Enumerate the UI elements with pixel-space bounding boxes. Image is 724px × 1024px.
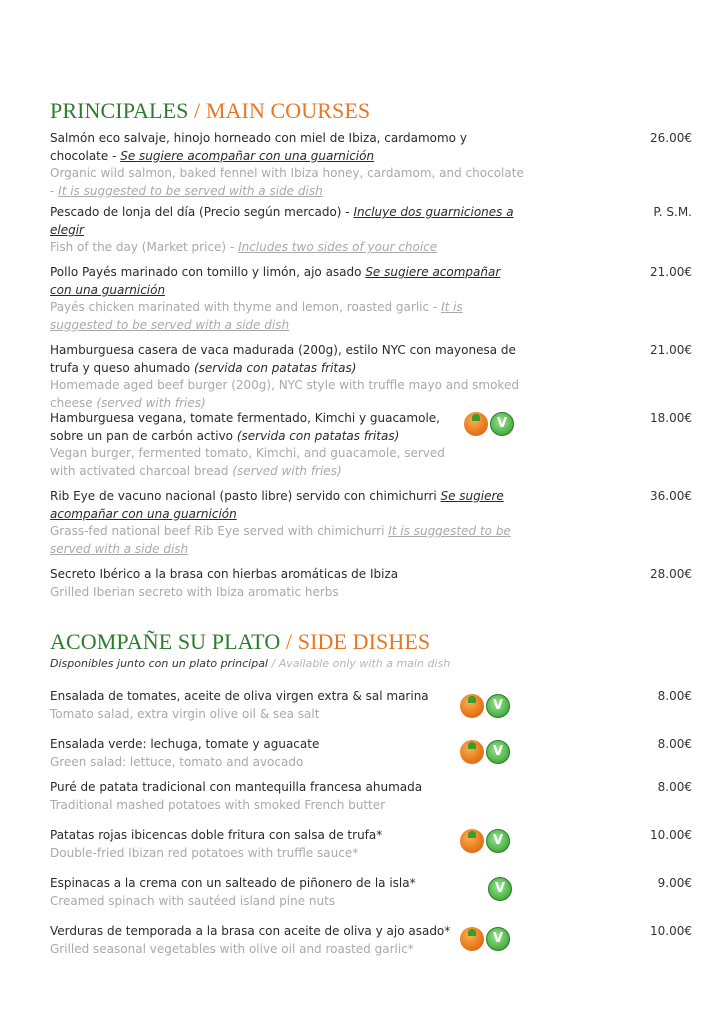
item-note-es: (servida con patatas fritas)	[236, 428, 400, 443]
vegan-v-icon: V	[490, 412, 514, 436]
item-name-es: Hamburguesa casera de vaca madurada (200g), estilo NYC con mayonesa de trufa y queso ahumado	[50, 343, 516, 375]
item-price: 36.00€	[650, 489, 692, 503]
item-note-en: It is suggested to be served with a side dish	[58, 183, 323, 198]
item-price: 8.00€	[657, 780, 692, 794]
item-price: 18.00€	[650, 411, 692, 425]
item-name-en: Grilled seasonal vegetables with olive oil and roasted garlic*	[50, 941, 414, 956]
item-name-en: Fish of the day (Market price) -	[50, 240, 239, 255]
item-name-en: Green salad: lettuce, tomato and avocado	[50, 754, 304, 769]
item-name-en: Double-fried Ibizan red potatoes with truffle sauce*	[50, 845, 359, 860]
menu-item-beef-burger	[50, 342, 692, 412]
menu-item-chicken	[50, 264, 692, 334]
item-price: 28.00€	[650, 567, 692, 581]
menu-item-vegan-burger	[50, 410, 692, 480]
side-dishes-title	[50, 629, 430, 655]
item-price: P. S.M.	[653, 205, 692, 219]
menu-item-secreto	[50, 566, 692, 601]
item-note-en: It is suggested to be served with a side dish	[50, 300, 463, 332]
title-es: ACOMPAÑE SU PLATO	[50, 629, 281, 654]
item-note-es: Incluye dos guarniciones a elegir	[50, 205, 514, 237]
vegan-v-icon: V	[486, 694, 510, 718]
vegetable-icon	[460, 740, 484, 764]
item-note-en: (served with fries)	[232, 463, 342, 478]
main-courses-title	[50, 98, 370, 124]
item-name-es: Verduras de temporada a la brasa con aceite de oliva y ajo asado*	[50, 924, 451, 938]
item-price: 21.00€	[650, 265, 692, 279]
item-name-en: Vegan burger, fermented tomato, Kimchi, and guacamole, served with activated charcoal bread	[50, 446, 445, 478]
item-note-es: (servida con patatas fritas)	[193, 360, 357, 375]
item-name-en: Payés chicken marinated with thyme and lemon, roasted garlic -	[50, 300, 442, 315]
item-name-en: Creamed spinach with sautéed island pine nuts	[50, 893, 336, 908]
item-name-es: Espinacas a la crema con un salteado de piñonero de la isla*	[50, 876, 416, 890]
side-item-red-potatoes	[50, 827, 692, 862]
item-note-es: Se sugiere acompañar con una guarnición	[50, 489, 504, 521]
title-es: PRINCIPALES	[50, 98, 189, 123]
vegan-v-icon: V	[486, 927, 510, 951]
side-item-spinach	[50, 875, 692, 910]
side-dishes-subtitle	[50, 657, 450, 670]
diet-icons	[460, 829, 510, 853]
item-note-en: (served with fries)	[96, 395, 206, 410]
diet-icons	[460, 927, 510, 951]
item-name-en: Grilled Iberian secreto with Ibiza aromatic herbs	[50, 584, 339, 599]
side-item-green-salad	[50, 736, 692, 771]
title-en: MAIN COURSES	[205, 98, 371, 123]
item-name-es: Patatas rojas ibicencas doble fritura con salsa de trufa*	[50, 828, 383, 842]
subtitle-en: / Available only with a main dish	[268, 657, 451, 670]
title-en: SIDE DISHES	[297, 629, 431, 654]
title-separator: /	[188, 98, 206, 123]
item-name-en: Tomato salad, extra virgin olive oil & sea salt	[50, 706, 320, 721]
item-name-es: Salmón eco salvaje, hinojo horneado con miel de Ibiza, cardamomo y chocolate -	[50, 131, 467, 163]
vegan-v-icon: V	[486, 829, 510, 853]
item-name-es: Pollo Payés marinado con tomillo y limón, ajo asado	[50, 265, 366, 279]
item-name-en: Homemade aged beef burger (200g), NYC style with truffle mayo and smoked cheese	[50, 378, 519, 410]
item-note-es: Se sugiere acompañar con una guarnición	[50, 265, 501, 297]
diet-icons	[488, 877, 512, 901]
item-name-es: Secreto Ibérico a la brasa con hierbas aromáticas de Ibiza	[50, 567, 399, 581]
item-price: 10.00€	[650, 924, 692, 938]
item-name-es: Hamburguesa vegana, tomate fermentado, Kimchi y guacamole, sobre un pan de carbón activo	[50, 411, 440, 443]
item-name-es: Ensalada verde: lechuga, tomate y aguacate	[50, 737, 320, 751]
item-price: 21.00€	[650, 343, 692, 357]
item-name-en: Grass-fed national beef Rib Eye served with chimichurri	[50, 524, 389, 539]
item-price: 8.00€	[657, 689, 692, 703]
item-name-en: Traditional mashed potatoes with smoked French butter	[50, 797, 386, 812]
item-name-es: Puré de patata tradicional con mantequilla francesa ahumada	[50, 780, 423, 794]
item-price: 26.00€	[650, 131, 692, 145]
side-item-mashed-potatoes	[50, 779, 692, 814]
item-price: 10.00€	[650, 828, 692, 842]
vegan-v-icon: V	[488, 877, 512, 901]
item-name-es: Rib Eye de vacuno nacional (pasto libre) servido con chimichurri	[50, 489, 441, 503]
item-price: 9.00€	[657, 876, 692, 890]
item-note-en: Includes two sides of your choice	[238, 240, 438, 255]
item-note-es: Se sugiere acompañar con una guarnición	[120, 148, 375, 163]
item-note-en: It is suggested to be served with a side dish	[50, 524, 511, 556]
vegan-v-icon: V	[486, 740, 510, 764]
subtitle-es: Disponibles junto con un plato principal	[50, 657, 268, 670]
menu-item-fish-of-day	[50, 204, 692, 257]
menu-item-rib-eye	[50, 488, 692, 558]
item-price: 8.00€	[657, 737, 692, 751]
menu-item-salmon	[50, 130, 692, 200]
side-item-tomato-salad	[50, 688, 692, 723]
diet-icons	[460, 740, 510, 764]
vegetable-icon	[460, 927, 484, 951]
diet-icons	[464, 412, 514, 436]
diet-icons	[460, 694, 510, 718]
vegetable-icon	[464, 412, 488, 436]
title-separator: /	[280, 629, 298, 654]
side-item-grilled-vegetables	[50, 923, 692, 958]
item-name-es: Pescado de lonja del día (Precio según mercado) -	[50, 205, 354, 219]
item-name-es: Ensalada de tomates, aceite de oliva virgen extra & sal marina	[50, 689, 429, 703]
vegetable-icon	[460, 694, 484, 718]
item-name-en: Organic wild salmon, baked fennel with Ibiza honey, cardamom, and chocolate -	[50, 166, 524, 198]
vegetable-icon	[460, 829, 484, 853]
